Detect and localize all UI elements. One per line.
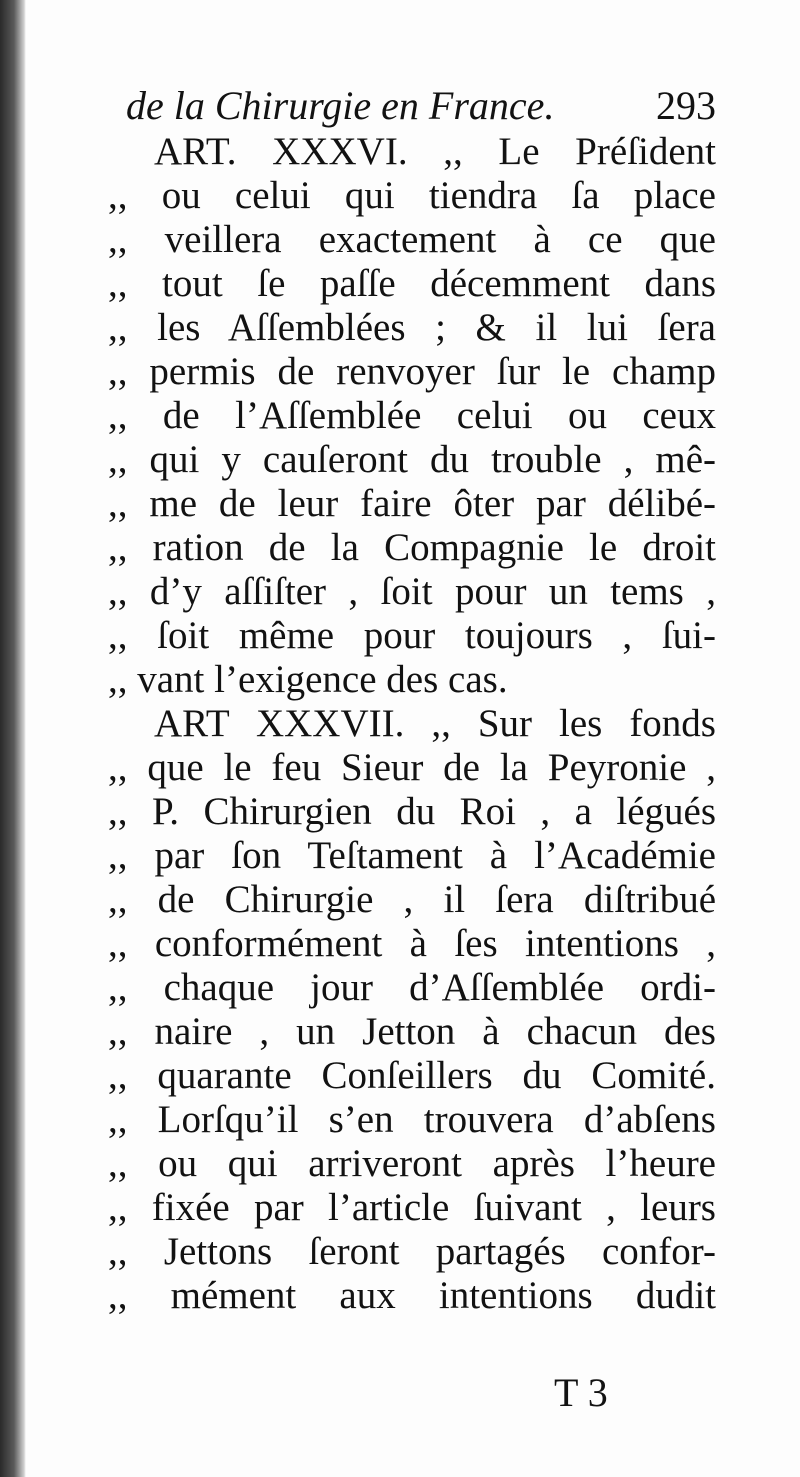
text-line: ,, fixée par l’article ſuivant , leurs	[108, 1186, 716, 1229]
body-text	[108, 130, 716, 1318]
text-line: ,, Jettons ſeront partagés confor-	[108, 1230, 716, 1273]
page-number: 293	[656, 83, 716, 128]
text-line: ,, que le feu Sieur de la Peyronie ,	[108, 746, 716, 789]
text-line: ,, naire , un Jetton à chacun des	[108, 1010, 716, 1053]
text-line: ,, par ſon Teſtament à l’Académie	[108, 834, 716, 877]
text-line: ,, veillera exactement à ce que	[108, 218, 716, 261]
text-line: ,, P. Chirurgien du Roi , a légués	[108, 790, 716, 833]
text-line: ,, permis de renvoyer ſur le champ	[108, 350, 716, 393]
text-line: ,, les Aſſemblées ; & il lui ſera	[108, 306, 716, 349]
text-line: ,, me de leur faire ôter par délibé-	[108, 482, 716, 525]
text-line: ,, ration de la Compagnie le droit	[108, 526, 716, 569]
text-line: ,, tout ſe paſſe décemment dans	[108, 262, 716, 305]
text-line: ,, de Chirurgie , il ſera diſtribué	[108, 878, 716, 921]
text-line: ,, quarante Conſeillers du Comité.	[108, 1054, 716, 1097]
text-line: ,, ou celui qui tiendra ſa place	[108, 174, 716, 217]
text-line: ,, vant l’exigence des cas.	[108, 658, 508, 701]
catchword: T 3	[554, 1370, 608, 1415]
text-line: ,, conformément à ſes intentions ,	[108, 922, 716, 965]
scan-edge	[0, 0, 26, 1477]
text-line: ART XXXVII. ,, Sur les fonds	[154, 702, 716, 745]
book-page	[26, 0, 800, 1477]
text-line: ,, ou qui arriveront après l’heure	[108, 1142, 716, 1185]
text-line: ,, d’y aſſiſter , ſoit pour un tems ,	[108, 570, 716, 613]
text-line: ,, Lorſqu’il s’en trouvera d’abſens	[108, 1098, 716, 1141]
text-line: ,, qui y cauſeront du trouble , mê-	[108, 438, 716, 481]
text-line: ,, ſoit même pour toujours , ſui-	[108, 614, 716, 657]
running-title: de la Chirurgie en France.	[126, 83, 555, 128]
text-line: ART. XXXVI. ,, Le Préſident	[154, 130, 716, 173]
text-line: ,, chaque jour d’Aſſemblée ordi-	[108, 966, 716, 1009]
text-line: ,, de l’Aſſemblée celui ou ceux	[108, 394, 716, 437]
page-header	[126, 76, 716, 136]
text-line: ,, mément aux intentions dudit	[108, 1274, 716, 1317]
